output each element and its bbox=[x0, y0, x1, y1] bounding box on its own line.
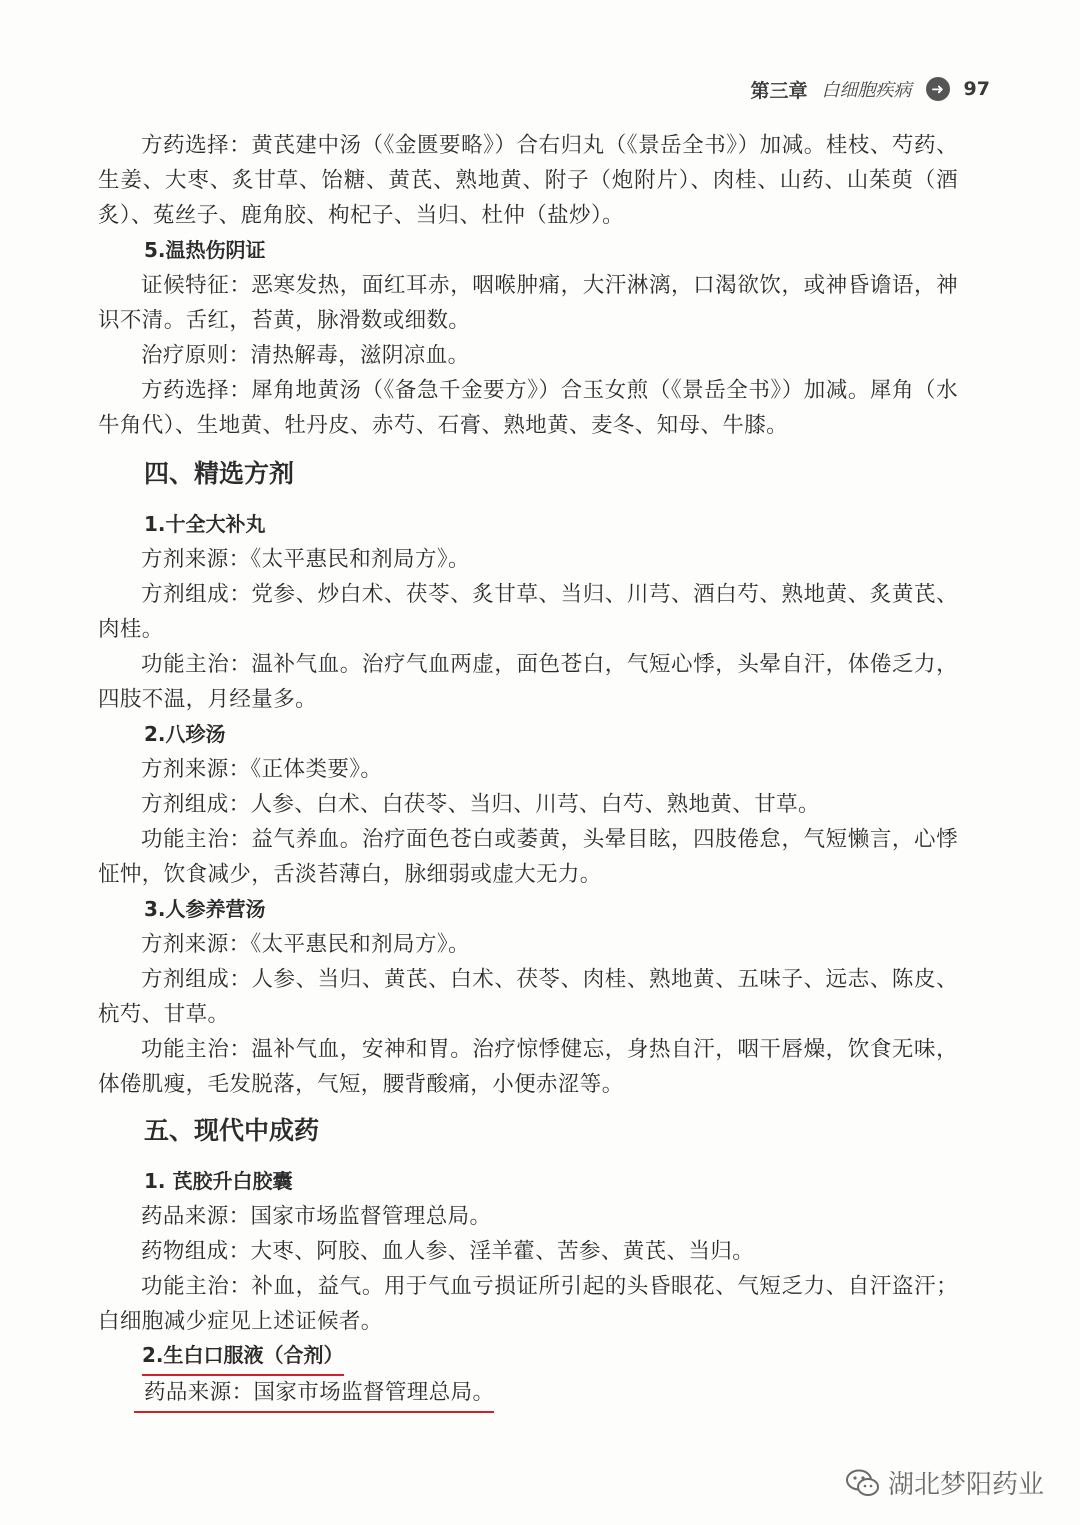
medicine-2-source: 药品来源：国家市场监督管理总局。 bbox=[134, 1376, 494, 1413]
paragraph-prescription-1: 方药选择：黄芪建中汤（《金匮要略》）合右归丸（《景岳全书》）加减。桂枝、芍药、生姜、大枣、炙甘草、饴糖、黄芪、熟地黄、附子（炮附片）、肉桂、山药、山茱萸（酒炙）、菟丝子、鹿角胶、枸杞子、当归、杜仲（盐炒）。 bbox=[98, 133, 958, 228]
medicine-1-function: 功能主治：补血，益气。用于气血亏损证所引起的头昏眼花、气短乏力、自汗盗汗；白细胞减少症见上述证候者。 bbox=[98, 1274, 958, 1334]
paragraph-treatment-principle: 治疗原则：清热解毒，滋阴凉血。 bbox=[141, 343, 470, 368]
chapter-label: 第三章 bbox=[750, 79, 808, 102]
formula-3-source: 方剂来源：《太平惠民和剂局方》。 bbox=[141, 932, 470, 957]
watermark-text: 湖北梦阳药业 bbox=[887, 1470, 1044, 1500]
page-body bbox=[98, 128, 958, 1413]
formula-1-source: 方剂来源：《太平惠民和剂局方》。 bbox=[141, 547, 470, 572]
formula-2-title: 2.八珍汤 bbox=[144, 722, 226, 746]
paragraph-prescription-2: 方药选择：犀角地黄汤（《备急千金要方》）合玉女煎（《景岳全书》）加减。犀角（水牛角代）、生地黄、牡丹皮、赤芍、石膏、熟地黄、麦冬、知母、牛膝。 bbox=[98, 378, 958, 438]
formula-2-function: 功能主治：益气养血。治疗面色苍白或萎黄，头晕目眩，四肢倦怠，气短懒言，心悸怔忡，饮食减少，舌淡苔薄白，脉细弱或虚大无力。 bbox=[98, 827, 958, 887]
paragraph-syndrome-features: 证候特征：恶寒发热，面红耳赤，咽喉肿痛，大汗淋漓，口渴欲饮，或神昏谵语，神识不清。舌红，苔黄，脉滑数或细数。 bbox=[98, 273, 958, 333]
formula-1-composition: 方剂组成：党参、炒白术、茯苓、炙甘草、当归、川芎、酒白芍、熟地黄、炙黄芪、肉桂。 bbox=[98, 582, 958, 642]
wechat-icon bbox=[846, 1469, 880, 1497]
medicine-2-source-row bbox=[98, 1376, 958, 1413]
chapter-title: 白细胞疾病 bbox=[821, 80, 912, 101]
subheading-syndrome-5: 5.温热伤阴证 bbox=[144, 238, 266, 262]
page-header bbox=[751, 76, 990, 102]
formula-3-title: 3.人参养营汤 bbox=[144, 897, 266, 921]
section-heading-modern-medicines: 五、现代中成药 bbox=[144, 1116, 320, 1145]
medicine-1-source: 药品来源：国家市场监督管理总局。 bbox=[141, 1204, 492, 1229]
formula-3-function: 功能主治：温补气血，安神和胃。治疗惊悸健忘，身热自汗，咽干唇燥，饮食无味，体倦肌瘦，毛发脱落，气短，腰背酸痛，小便赤涩等。 bbox=[98, 1037, 958, 1097]
medicine-1-title: 1. 芪胶升白胶囊 bbox=[144, 1169, 293, 1193]
arrow-right-icon: ➜ bbox=[926, 77, 950, 101]
formula-1-function: 功能主治：温补气血。治疗气血两虚，面色苍白，气短心悸，头晕自汗，体倦乏力，四肢不温，月经量多。 bbox=[98, 652, 958, 712]
medicine-2-title: 2.生白口服液（合剂） bbox=[142, 1339, 344, 1376]
formula-1-title: 1.十全大补丸 bbox=[144, 512, 266, 536]
medicine-1-composition: 药物组成：大枣、阿胶、血人参、淫羊藿、苦参、黄芪、当归。 bbox=[141, 1239, 755, 1264]
medicine-2-title-row bbox=[98, 1339, 958, 1376]
formula-2-source: 方剂来源：《正体类要》。 bbox=[141, 757, 383, 782]
formula-3-composition: 方剂组成：人参、当归、黄芪、白术、茯苓、肉桂、熟地黄、五味子、远志、陈皮、杭芍、甘草。 bbox=[98, 967, 958, 1027]
page-number: 97 bbox=[963, 78, 990, 100]
formula-2-composition: 方剂组成：人参、白术、白茯苓、当归、川芎、白芍、熟地黄、甘草。 bbox=[141, 792, 820, 817]
watermark bbox=[846, 1464, 1044, 1501]
section-heading-selected-formulas: 四、精选方剂 bbox=[144, 459, 295, 488]
